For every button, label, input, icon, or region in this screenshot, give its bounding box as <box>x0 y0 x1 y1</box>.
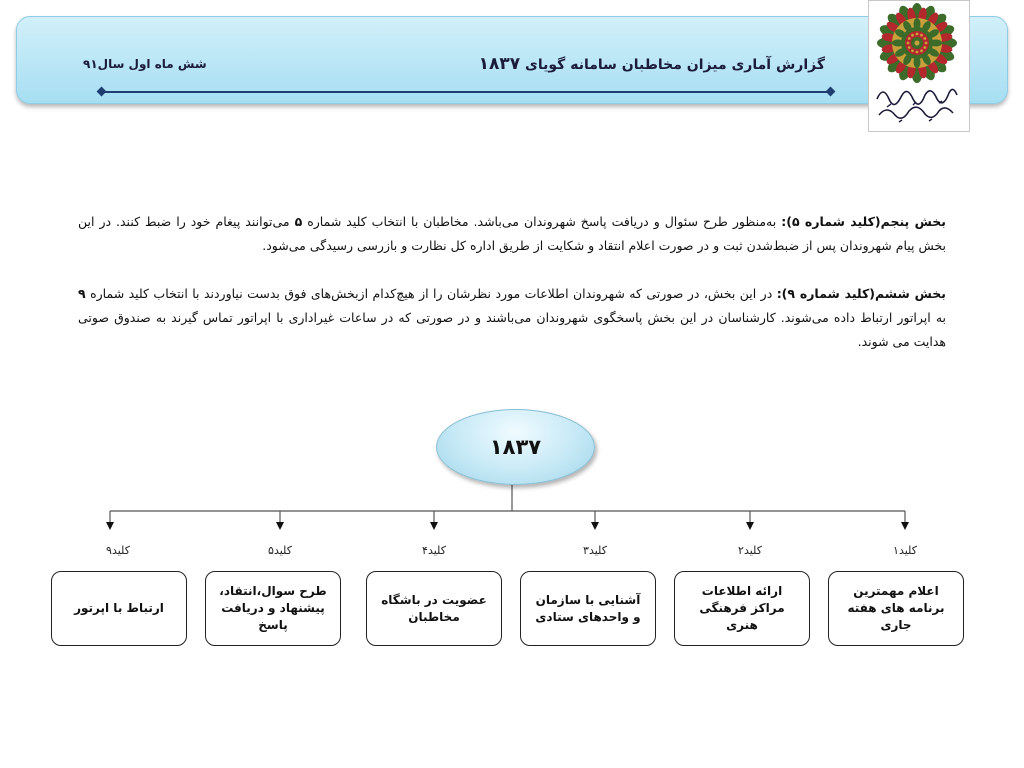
title-number: ۱۸۳۷ <box>478 54 521 74</box>
key-box-5: طرح سوال،انتقاد، پیشنهاد و دریافت پاسخ <box>205 571 341 646</box>
diagram-root-node: ۱۸۳۷ <box>436 409 595 485</box>
section-five-text-end: می‌توانند پیغام خود را ضبط کنند. در این بخش پیام شهروندان پس از ضبط‌شدن ثبت و در صورت اعلام انتقاد و شکایت از طریق اداره کل نظارت و بازرسی رسیدگی می‌شود. <box>78 214 946 253</box>
key-box-2: ارائه اطلاعات مراکز فرهنگی هنری <box>674 571 810 646</box>
key-box-3: آشنایی با سازمان و واحدهای ستادی <box>520 571 656 646</box>
section-six-text-end: به اپراتور ارتباط داده می‌شوند. کارشناسان در این بخش پاسخگوی شهروندان می‌باشند و در صورتی که در ساعات غیراداری با اپراتور تماس گیرند به صندوق صوتی هدایت می شوند. <box>78 310 946 349</box>
key-label-2: کلید۲ <box>738 544 762 557</box>
arrow-head-4 <box>430 522 438 530</box>
section-six-text: در این بخش، در صورتی که شهروندان اطلاعات مورد نظرشان را از هیچ‌کدام ازبخش‌های فوق بدست نیاوردند با انتخاب کلید شماره <box>85 286 777 301</box>
arrow-head-6 <box>106 522 114 530</box>
section-five-text: به‌منظور طرح سئوال و دریافت پاسخ شهروندان می‌باشد. مخاطبان با انتخاب کلید شماره <box>302 214 782 229</box>
arrow-head-3 <box>591 522 599 530</box>
key-box-4: عضویت در باشگاه مخاطبان <box>366 571 502 646</box>
key-label-5: کلید۵ <box>268 544 292 557</box>
key-label-4: کلید۴ <box>422 544 446 557</box>
arrow-head-2 <box>746 522 754 530</box>
key-box-9: ارتباط با اپرتور <box>51 571 187 646</box>
section-six-number: ۹ <box>78 286 86 301</box>
section-five-heading: بخش پنجم(کلید شماره ۵): <box>781 214 946 229</box>
key-label-3: کلید۳ <box>583 544 607 557</box>
key-label-1: کلید۱ <box>893 544 917 557</box>
key-box-1: اعلام مهمترین برنامه های هفته جاری <box>828 571 964 646</box>
arrow-head-1 <box>901 522 909 530</box>
section-six-heading: بخش ششم(کلید شماره ۹): <box>776 286 946 301</box>
arrow-head-5 <box>276 522 284 530</box>
title-text: گزارش آماری میزان مخاطبان سامانه گویای <box>520 57 825 73</box>
section-five-number: ۵ <box>294 214 303 229</box>
page-subtitle: شش ماه اول سال۹۱ <box>83 57 207 71</box>
key-label-9: کلید۹ <box>106 544 130 557</box>
